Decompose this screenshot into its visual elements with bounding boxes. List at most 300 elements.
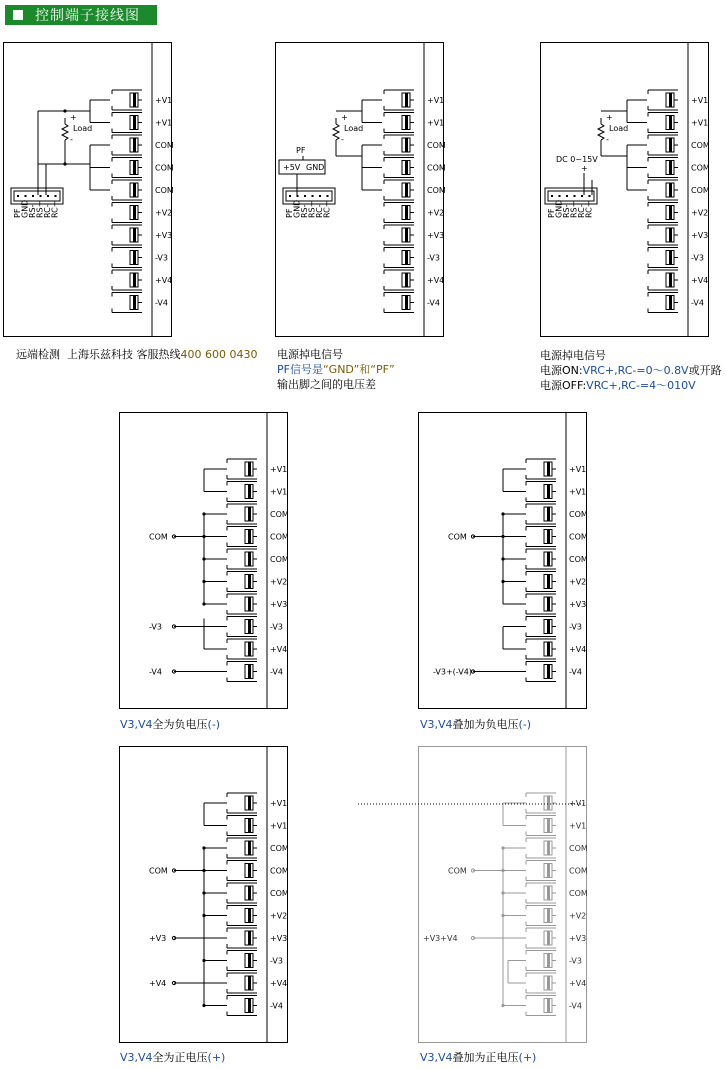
junction-dot bbox=[202, 869, 205, 872]
junction-dot bbox=[501, 869, 504, 872]
diagram4-caption bbox=[120, 717, 220, 732]
terminal-screw bbox=[227, 572, 257, 592]
pin-label-RC-: RC- bbox=[315, 204, 324, 218]
diagram3-caption-l1: 电源掉电信号 bbox=[540, 349, 606, 362]
screw-slot bbox=[547, 462, 550, 476]
connector-pin bbox=[25, 195, 27, 197]
terminal-screw bbox=[526, 482, 556, 502]
terminal-screw bbox=[227, 883, 257, 903]
terminal-screw bbox=[384, 248, 414, 268]
terminal-label--V4: -V4 bbox=[270, 1001, 283, 1011]
diagram3-caption-l3b: VRC+,RC-=4～010V bbox=[586, 379, 696, 392]
terminal-screw bbox=[648, 203, 678, 223]
terminal-label-COM: COM bbox=[155, 163, 174, 173]
load-label: Load bbox=[609, 124, 629, 133]
terminal-screw bbox=[526, 951, 556, 971]
terminal-screw bbox=[526, 793, 556, 813]
terminal-label-COM: COM bbox=[155, 186, 174, 195]
terminal-label-+V4: +V4 bbox=[270, 645, 288, 654]
diagram7-caption-b: 叠加为正电压 bbox=[452, 1051, 519, 1064]
terminal-label-+V3: +V3 bbox=[569, 600, 587, 609]
screw-slot bbox=[547, 552, 550, 566]
screw-slot bbox=[547, 642, 550, 656]
screw-slot bbox=[248, 909, 251, 923]
screw-slot bbox=[547, 931, 550, 945]
junction-dot bbox=[202, 1004, 205, 1007]
screw-slot bbox=[547, 954, 550, 968]
screw-slot bbox=[547, 841, 550, 855]
terminal-screw bbox=[648, 293, 678, 313]
terminal-label-+V1: +V1 bbox=[427, 118, 445, 128]
screw-slot bbox=[248, 886, 251, 900]
pin-label-RC+: RC+ bbox=[50, 200, 60, 218]
screw-slot bbox=[669, 138, 672, 152]
junction-dot bbox=[501, 1004, 504, 1007]
terminal-label-+V1: +V1 bbox=[427, 96, 445, 105]
terminal-label-COM: COM bbox=[427, 186, 446, 195]
diagram-v3v4-negative-v3-label: -V3 bbox=[149, 622, 162, 632]
terminal-screw bbox=[384, 270, 414, 290]
terminal-label-+V4: +V4 bbox=[569, 645, 587, 654]
terminal-label-COM: COM bbox=[270, 510, 289, 519]
terminal-screw bbox=[526, 459, 556, 479]
terminal-label-+V3: +V3 bbox=[427, 231, 445, 240]
load-minus: - bbox=[606, 135, 609, 144]
pin-label-GND: GND bbox=[554, 199, 564, 218]
diagram-v3v4-negative bbox=[120, 412, 289, 709]
junction-dot bbox=[501, 512, 504, 515]
pin-label-RS+: RS+ bbox=[569, 200, 579, 218]
pf-gnd-label: GND bbox=[306, 163, 325, 172]
screw-slot bbox=[669, 93, 672, 107]
terminal-label-COM: COM bbox=[691, 163, 710, 173]
diagram3-caption-l3a: 电源OFF: bbox=[540, 379, 587, 392]
terminal-screw bbox=[112, 248, 142, 268]
terminal-label--V4: -V4 bbox=[691, 298, 704, 308]
terminal-screw bbox=[648, 180, 678, 200]
connector-pin bbox=[297, 195, 299, 197]
terminal-screw bbox=[648, 225, 678, 245]
pin-label-RS-: RS- bbox=[28, 204, 37, 218]
screw-slot bbox=[547, 530, 550, 544]
pin-label-GND: GND bbox=[292, 199, 302, 218]
diagram2-caption-l1: 电源掉电信号 bbox=[277, 348, 343, 361]
terminal-screw bbox=[526, 572, 556, 592]
screw-slot bbox=[405, 161, 408, 175]
terminal-label-+V3: +V3 bbox=[270, 934, 288, 943]
terminal-screw bbox=[384, 158, 414, 178]
screw-slot bbox=[547, 597, 550, 611]
diagram5-caption-b: 叠加为负电压 bbox=[452, 718, 519, 731]
screw-slot bbox=[133, 161, 136, 175]
terminal-screw bbox=[526, 996, 556, 1016]
screw-slot bbox=[248, 507, 251, 521]
screw-slot bbox=[248, 642, 251, 656]
connector-pin bbox=[304, 195, 306, 197]
terminal-screw bbox=[526, 928, 556, 948]
diagram1-caption-a: 远端检测 bbox=[16, 348, 60, 361]
resistor-symbol bbox=[598, 124, 604, 140]
pin-label-RS+: RS+ bbox=[35, 200, 45, 218]
connector-pin bbox=[559, 195, 561, 197]
junction-dot bbox=[501, 846, 504, 849]
junction-dot bbox=[202, 512, 205, 515]
load-minus: - bbox=[70, 135, 73, 144]
pin-label-RS-: RS- bbox=[300, 204, 309, 218]
screw-slot bbox=[248, 841, 251, 855]
terminal-screw bbox=[227, 838, 257, 858]
screw-slot bbox=[133, 138, 136, 152]
terminal-label-+V3: +V3 bbox=[270, 600, 288, 609]
pin-label-RC-: RC- bbox=[577, 204, 586, 218]
terminal-screw bbox=[384, 135, 414, 155]
connector-pin bbox=[327, 195, 329, 197]
terminal-screw bbox=[526, 504, 556, 524]
terminal-label-+V2: +V2 bbox=[270, 911, 288, 921]
terminal-screw bbox=[526, 883, 556, 903]
terminal-screw bbox=[227, 527, 257, 547]
terminal-label-COM: COM bbox=[569, 866, 588, 876]
screw-slot bbox=[547, 485, 550, 499]
diagram-v3v4-positive-sum-com-label: COM bbox=[448, 866, 467, 876]
screw-slot bbox=[248, 999, 251, 1013]
screw-slot bbox=[547, 819, 550, 833]
junction-dot bbox=[501, 914, 504, 917]
terminal-label--V3: -V3 bbox=[427, 253, 440, 263]
connector-inner bbox=[14, 191, 60, 201]
terminal-screw bbox=[227, 504, 257, 524]
pin-label-RS-: RS- bbox=[562, 204, 571, 218]
junction-dot bbox=[501, 557, 504, 560]
diagram-v3v4-positive-v3-label: +V3 bbox=[149, 934, 167, 943]
terminal-screw bbox=[227, 996, 257, 1016]
diagram-v3v4-positive-v4-label: +V4 bbox=[149, 979, 167, 988]
load-plus: + bbox=[341, 113, 348, 122]
pin-label-RC+: RC+ bbox=[322, 200, 332, 218]
connector-pin bbox=[589, 195, 591, 197]
diagram-v3v4-positive-sum bbox=[419, 746, 588, 1043]
diagram4-caption-a: V3,V4 bbox=[120, 718, 153, 731]
junction-dot bbox=[202, 580, 205, 583]
connector-pin bbox=[319, 195, 321, 197]
screw-slot bbox=[547, 620, 550, 634]
connector-pin bbox=[47, 195, 49, 197]
screw-slot bbox=[547, 665, 550, 679]
connector-pin bbox=[17, 195, 19, 197]
diagram5-caption bbox=[420, 717, 531, 732]
diagram7-caption-a: V3,V4 bbox=[420, 1051, 453, 1064]
diagram7-caption-c: (+) bbox=[518, 1051, 537, 1064]
screw-slot bbox=[669, 296, 672, 310]
diagram1-caption-c: 400 600 0430 bbox=[180, 348, 258, 361]
terminal-label--V3: -V3 bbox=[569, 956, 582, 966]
junction-dot bbox=[202, 846, 205, 849]
terminal-screw bbox=[526, 973, 556, 993]
screw-slot bbox=[669, 161, 672, 175]
terminal-label-+V4: +V4 bbox=[270, 979, 288, 988]
terminal-screw bbox=[112, 180, 142, 200]
terminal-label--V4: -V4 bbox=[427, 298, 440, 308]
terminal-label-+V1: +V1 bbox=[155, 96, 173, 105]
terminal-label--V3: -V3 bbox=[155, 253, 168, 263]
junction-dot bbox=[202, 557, 205, 560]
connector-pin bbox=[55, 195, 57, 197]
screw-slot bbox=[248, 931, 251, 945]
screw-slot bbox=[133, 93, 136, 107]
terminal-screw bbox=[526, 617, 556, 637]
terminal-screw bbox=[526, 549, 556, 569]
junction-dot bbox=[202, 535, 205, 538]
junction-dot bbox=[202, 914, 205, 917]
terminal-screw bbox=[112, 270, 142, 290]
terminal-label-+V1: +V1 bbox=[270, 821, 288, 831]
screw-slot bbox=[669, 206, 672, 220]
connector-pin bbox=[312, 195, 314, 197]
screw-slot bbox=[669, 273, 672, 287]
terminal-screw bbox=[384, 293, 414, 313]
terminal-screw bbox=[648, 158, 678, 178]
diagram4-caption-b: 全为负电压 bbox=[152, 718, 208, 731]
terminal-screw bbox=[112, 113, 142, 133]
terminal-screw bbox=[227, 617, 257, 637]
screw-slot bbox=[248, 976, 251, 990]
terminal-label-+V2: +V2 bbox=[155, 208, 173, 218]
terminal-label--V3: -V3 bbox=[691, 253, 704, 263]
screw-slot bbox=[547, 507, 550, 521]
terminal-label-COM: COM bbox=[691, 141, 710, 150]
terminal-label-+V3: +V3 bbox=[569, 934, 587, 943]
junction-dot bbox=[202, 891, 205, 894]
connector-pin bbox=[566, 195, 568, 197]
diagram1-caption bbox=[16, 347, 257, 362]
screw-slot bbox=[133, 273, 136, 287]
junction-dot bbox=[202, 959, 205, 962]
terminal-label-+V1: +V1 bbox=[155, 118, 173, 128]
terminal-label-+V1: +V1 bbox=[691, 96, 709, 105]
terminal-label-+V1: +V1 bbox=[270, 487, 288, 497]
terminal-label-+V4: +V4 bbox=[155, 276, 173, 285]
terminal-label-+V1: +V1 bbox=[691, 118, 709, 128]
terminal-screw bbox=[648, 135, 678, 155]
diagram-remote-control bbox=[541, 42, 710, 337]
diagram-remote-sense bbox=[4, 42, 174, 337]
terminal-screw bbox=[648, 113, 678, 133]
diagram7-caption bbox=[420, 1050, 536, 1065]
screw-slot bbox=[669, 228, 672, 242]
diagram-v3v4-negative-v4-label: -V4 bbox=[149, 667, 162, 677]
screw-slot bbox=[133, 251, 136, 265]
terminal-screw bbox=[112, 203, 142, 223]
terminal-screw bbox=[112, 225, 142, 245]
pin-label-RC+: RC+ bbox=[584, 200, 594, 218]
terminal-label--V4: -V4 bbox=[270, 667, 283, 677]
screw-slot bbox=[669, 116, 672, 130]
screw-slot bbox=[547, 909, 550, 923]
terminal-screw bbox=[648, 270, 678, 290]
screw-slot bbox=[405, 206, 408, 220]
diagram1-caption-b: 上海乐兹科技 客服热线 bbox=[67, 348, 181, 361]
screw-slot bbox=[405, 251, 408, 265]
terminal-screw bbox=[526, 594, 556, 614]
terminal-label-+V2: +V2 bbox=[569, 911, 587, 921]
terminal-label-+V4: +V4 bbox=[691, 276, 709, 285]
screw-slot bbox=[133, 116, 136, 130]
pf-v5-label: +5V bbox=[283, 163, 301, 172]
connector-pin bbox=[574, 195, 576, 197]
pin-label-PF: PF bbox=[547, 208, 556, 218]
terminal-screw bbox=[112, 293, 142, 313]
screw-slot bbox=[547, 976, 550, 990]
diagram2-caption-l2b: “GND”和“PF” bbox=[322, 363, 395, 376]
terminal-label-+V1: +V1 bbox=[569, 465, 587, 474]
resistor-symbol bbox=[62, 124, 68, 140]
terminal-screw bbox=[526, 838, 556, 858]
screw-slot bbox=[248, 530, 251, 544]
terminal-screw bbox=[227, 973, 257, 993]
terminal-label-COM: COM bbox=[569, 510, 588, 519]
pin-label-GND: GND bbox=[20, 199, 30, 218]
terminal-label--V4: -V4 bbox=[569, 667, 582, 677]
dc-range-label: DC 0~15V bbox=[556, 155, 598, 164]
diagram6-caption-a: V3,V4 bbox=[120, 1051, 153, 1064]
terminal-label-COM: COM bbox=[569, 555, 588, 564]
terminal-screw bbox=[526, 861, 556, 881]
terminal-screw bbox=[384, 90, 414, 110]
connector-pin bbox=[40, 195, 42, 197]
screw-slot bbox=[405, 138, 408, 152]
terminal-screw bbox=[384, 113, 414, 133]
pf-label: PF bbox=[296, 146, 306, 155]
terminal-screw bbox=[384, 180, 414, 200]
diagram-frame bbox=[541, 43, 709, 337]
terminal-screw bbox=[227, 906, 257, 926]
screw-slot bbox=[248, 954, 251, 968]
terminal-screw bbox=[227, 793, 257, 813]
terminal-label-+V3: +V3 bbox=[155, 231, 173, 240]
terminal-screw bbox=[526, 662, 556, 682]
terminal-label-+V2: +V2 bbox=[427, 208, 445, 218]
terminal-label--V3: -V3 bbox=[569, 622, 582, 632]
terminal-screw bbox=[112, 135, 142, 155]
screw-slot bbox=[248, 796, 251, 810]
screw-slot bbox=[248, 819, 251, 833]
screw-slot bbox=[547, 886, 550, 900]
terminal-label-+V1: +V1 bbox=[569, 799, 587, 808]
diagram2-caption bbox=[277, 347, 395, 392]
terminal-label-+V4: +V4 bbox=[569, 979, 587, 988]
load-label: Load bbox=[344, 124, 364, 133]
screw-slot bbox=[133, 296, 136, 310]
screw-slot bbox=[248, 552, 251, 566]
terminal-label-+V4: +V4 bbox=[427, 276, 445, 285]
terminal-label-COM: COM bbox=[270, 844, 289, 853]
load-plus: + bbox=[606, 113, 613, 122]
screw-slot bbox=[547, 999, 550, 1013]
terminal-label--V3: -V3 bbox=[270, 622, 283, 632]
screw-slot bbox=[405, 228, 408, 242]
terminal-label-COM: COM bbox=[270, 532, 289, 542]
diagram-v3v4-negative-sum-com-label: COM bbox=[448, 532, 467, 542]
terminal-screw bbox=[227, 594, 257, 614]
diagram-v3v4-positive-com-label: COM bbox=[149, 866, 168, 876]
diagram3-caption-l2c: 或开路 bbox=[688, 364, 722, 377]
diagram-v3v4-positive-sum-v-label: +V3+V4 bbox=[423, 934, 458, 943]
screw-slot bbox=[248, 462, 251, 476]
diagram2-caption-l2a: PF信号是 bbox=[277, 363, 323, 376]
junction-dot bbox=[501, 891, 504, 894]
terminal-label-+V1: +V1 bbox=[569, 487, 587, 497]
terminal-screw bbox=[227, 662, 257, 682]
terminal-screw bbox=[227, 459, 257, 479]
connector-pin bbox=[551, 195, 553, 197]
diagram-frame bbox=[276, 43, 444, 337]
screw-slot bbox=[405, 273, 408, 287]
pin-label-PF: PF bbox=[285, 208, 294, 218]
screw-slot bbox=[133, 206, 136, 220]
diagram3-caption bbox=[540, 348, 722, 393]
junction-dot bbox=[501, 535, 504, 538]
diagram6-caption-b: 全为正电压 bbox=[152, 1051, 208, 1064]
terminal-label-+V1: +V1 bbox=[270, 465, 288, 474]
terminal-label-COM: COM bbox=[691, 186, 710, 195]
terminal-label-COM: COM bbox=[427, 163, 446, 173]
screw-slot bbox=[669, 251, 672, 265]
terminal-label-COM: COM bbox=[270, 866, 289, 876]
load-label: Load bbox=[73, 124, 93, 133]
junction-dot bbox=[202, 602, 205, 605]
diagram-frame bbox=[4, 43, 172, 337]
pin-label-PF: PF bbox=[13, 208, 22, 218]
terminal-screw bbox=[648, 248, 678, 268]
diagram3-caption-l2a: 电源ON: bbox=[540, 364, 583, 377]
terminal-screw bbox=[227, 928, 257, 948]
terminal-screw bbox=[526, 816, 556, 836]
terminal-screw bbox=[526, 906, 556, 926]
junction-dot bbox=[63, 109, 66, 112]
terminal-label-+V2: +V2 bbox=[270, 577, 288, 587]
diagram5-caption-a: V3,V4 bbox=[420, 718, 453, 731]
connector-pin bbox=[289, 195, 291, 197]
terminal-label-COM: COM bbox=[155, 141, 174, 150]
screw-slot bbox=[547, 796, 550, 810]
screw-slot bbox=[547, 575, 550, 589]
screw-slot bbox=[133, 183, 136, 197]
terminal-label-COM: COM bbox=[569, 532, 588, 542]
connector-pin bbox=[32, 195, 34, 197]
screw-slot bbox=[405, 116, 408, 130]
terminal-screw bbox=[384, 225, 414, 245]
terminal-label-+V1: +V1 bbox=[569, 821, 587, 831]
diagram-v3v4-negative-sum bbox=[419, 412, 588, 709]
terminal-label-+V2: +V2 bbox=[691, 208, 709, 218]
terminal-screw bbox=[112, 158, 142, 178]
screw-slot bbox=[248, 575, 251, 589]
dc-plus: + bbox=[581, 164, 588, 173]
terminal-label-COM: COM bbox=[427, 141, 446, 150]
terminal-screw bbox=[227, 549, 257, 569]
terminal-label-+V2: +V2 bbox=[569, 577, 587, 587]
junction-dot bbox=[63, 162, 66, 165]
load-minus: - bbox=[341, 135, 344, 144]
load-plus: + bbox=[70, 113, 77, 122]
terminal-screw bbox=[227, 861, 257, 881]
terminal-screw bbox=[227, 639, 257, 659]
section-title: 控制端子接线图 bbox=[35, 8, 140, 24]
connector-inner bbox=[548, 191, 594, 201]
diagram6-caption-c: (+) bbox=[207, 1051, 226, 1064]
screw-slot bbox=[669, 183, 672, 197]
terminal-label--V4: -V4 bbox=[155, 298, 168, 308]
